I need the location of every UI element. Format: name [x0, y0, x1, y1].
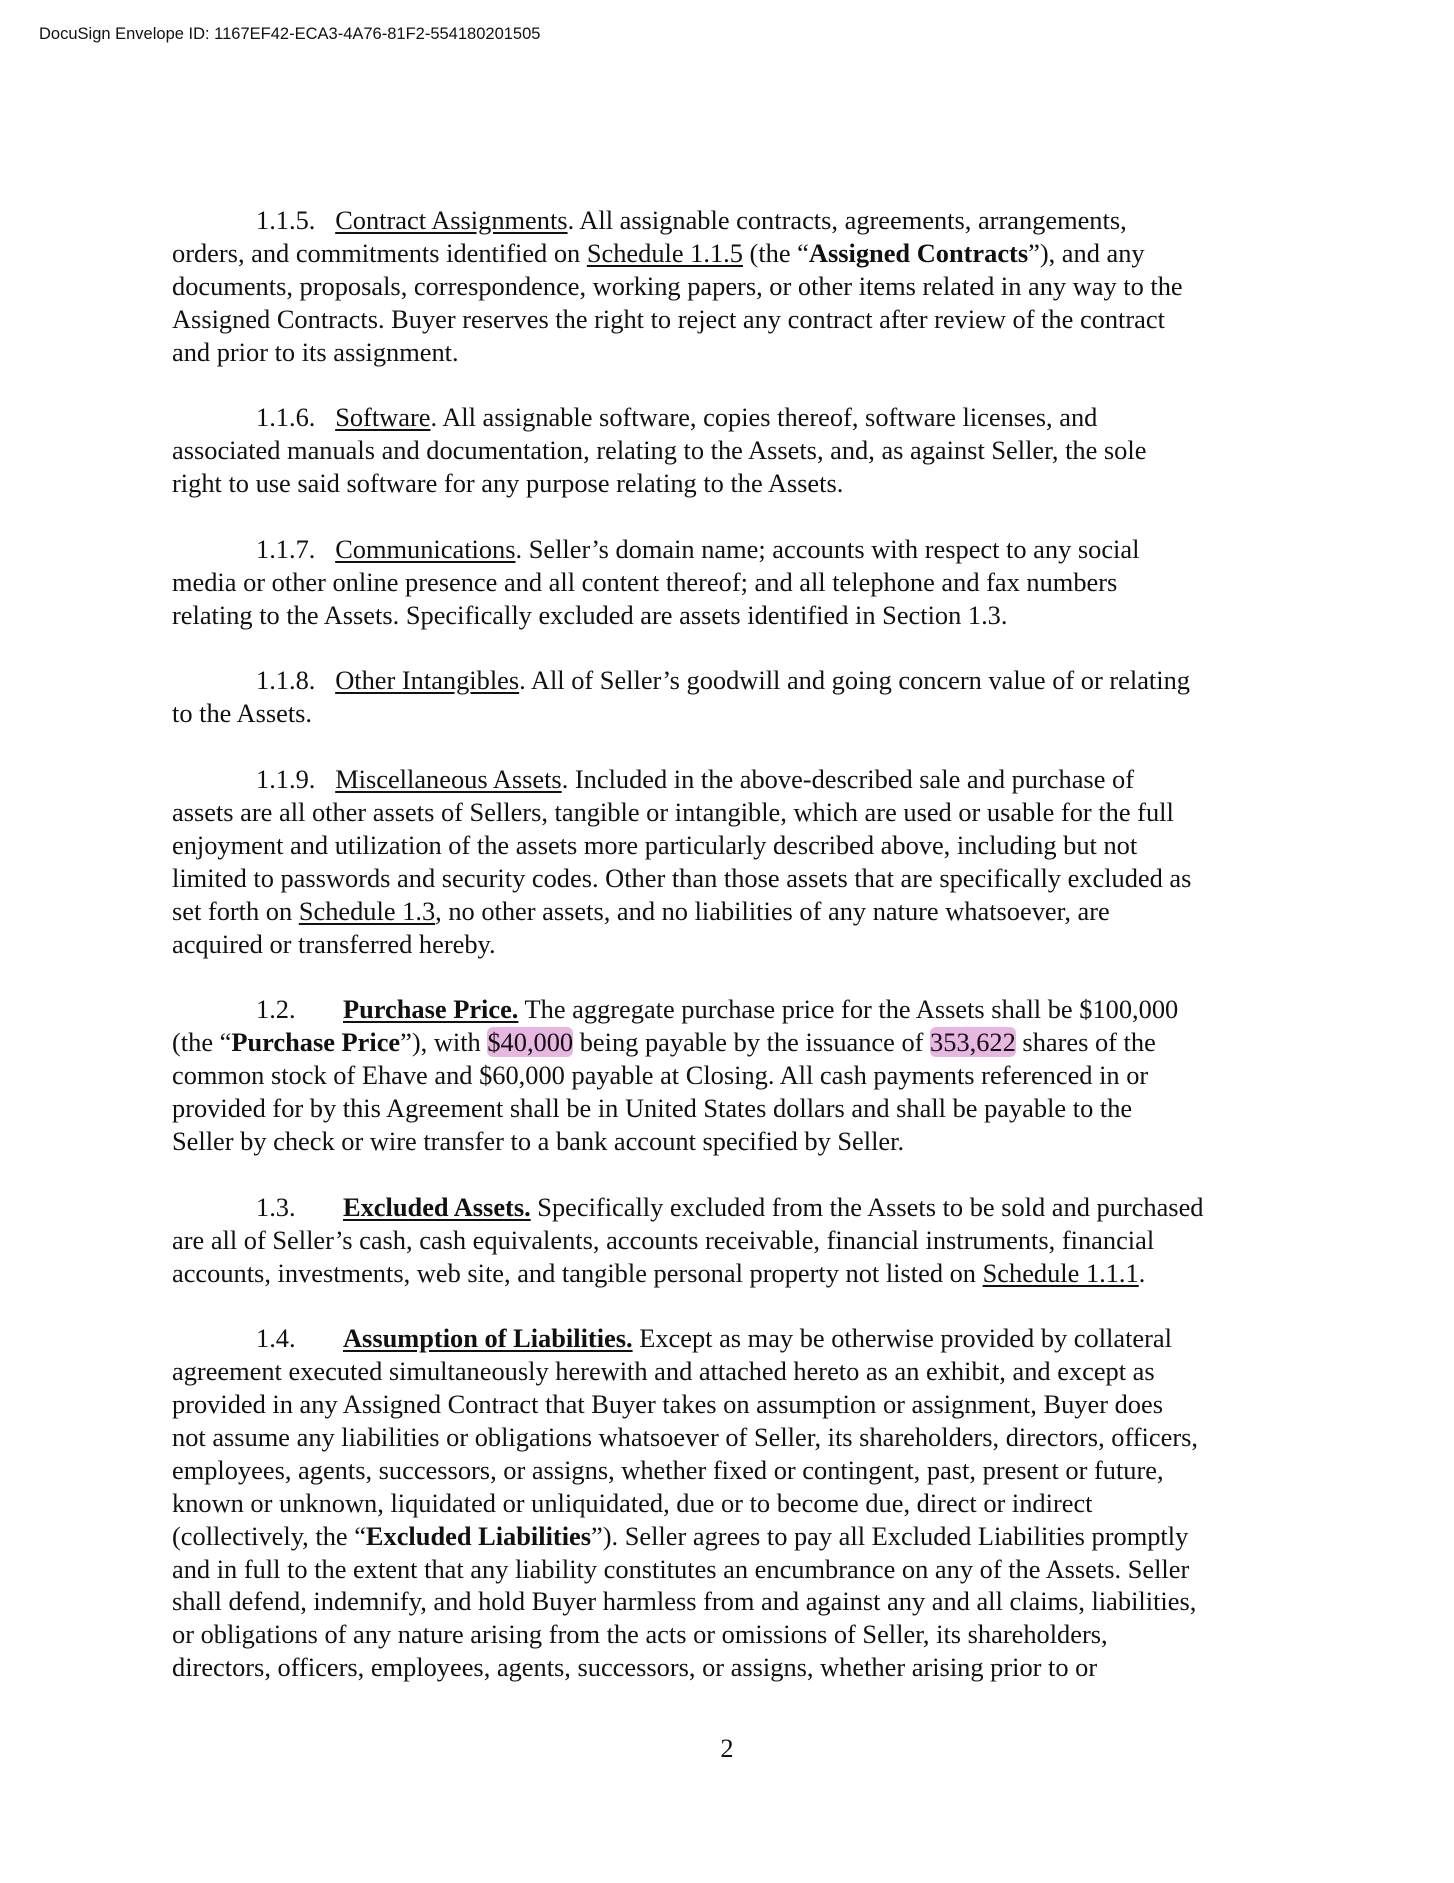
docusign-envelope-id: DocuSign Envelope ID: 1167EF42-ECA3-4A76-81F2-554180201505	[39, 25, 541, 43]
section-1-1-7: 1.1.7. Communications. Seller’s domain name; accounts with respect to any social media or other online presence and all content thereof; and all telephone and fax numbers relating to the Assets. Specifically excluded are assets identified in Section 1.3.	[172, 533, 1140, 630]
section-1-4: 1.4. Assumption of Liabilities. Except as may be otherwise provided by collateral agreement executed simultaneously herewith and attached hereto as an exhibit, and except as provided in any Assigned Contract that Buyer takes on assumption or assignment, Buyer does not assume any liabilities or obligations whatsoever of Seller, its shareholders, directors, officers, employees, agents, successors, or assigns, whether fixed or contingent, past, present or future, known or unknown, liquidated or unliquidated, due or to become due, direct or indirect (collectively, the “Excluded Liabilities”). Seller agrees to pay all Excluded Liabilities promptly and in full to the extent that any liability constitutes an encumbrance on any of the Assets. Seller shall defend, indemnify, and hold Buyer harmless from and against any and all claims, liabilities, or obligations of any nature arising from the acts or omissions of Seller, its shareholders, directors, officers, employees, agents, successors, or assigns, whether arising prior to or	[172, 1323, 1198, 1683]
schedule-link: Schedule 1.3	[298, 895, 436, 926]
highlighted-share-count: 353,622	[930, 1027, 1016, 1058]
section-title: Communications	[335, 533, 516, 564]
section-title: Other Intangibles	[335, 665, 520, 696]
highlighted-amount: $40,000	[487, 1027, 574, 1058]
section-title: Excluded Assets.	[343, 1191, 531, 1222]
section-title: Contract Assignments	[335, 205, 568, 235]
section-number: 1.1.8.	[256, 665, 316, 696]
section-title: Assumption of Liabilities.	[343, 1323, 633, 1354]
document-body	[172, 204, 1290, 1717]
schedule-link: Schedule 1.1.1	[982, 1257, 1139, 1288]
section-1-1-8: 1.1.8. Other Intangibles. All of Seller’s goodwill and going concern value of or relating to the Assets.	[172, 665, 1190, 729]
page-number: 2	[720, 1733, 734, 1763]
section-number: 1.1.9.	[256, 764, 316, 795]
defined-term: Excluded Liabilities	[365, 1520, 592, 1551]
section-1-1-6: 1.1.6. Software. All assignable software, copies thereof, software licenses, and associated manuals and documentation, relating to the Assets, and, as against Seller, the sole right to use said software for any purpose relating to the Assets.	[172, 402, 1147, 499]
section-number: 1.3.	[256, 1191, 296, 1222]
section-1-1-9: 1.1.9. Miscellaneous Assets. Included in the above-described sale and purchase of assets are all other assets of Sellers, tangible or intangible, which are used or usable for the full enjoyment and utilization of the assets more particularly described above, including but not limited to passwords and security codes. Other than those assets that are specifically excluded as set forth on Schedule 1.3, no other assets, and no liabilities of any nature whatsoever, are acquired or transferred hereby.	[172, 764, 1192, 959]
section-number: 1.1.6.	[256, 402, 316, 433]
section-title: Software	[335, 402, 431, 433]
section-number: 1.4.	[256, 1323, 296, 1354]
section-title: Miscellaneous Assets	[335, 764, 562, 795]
section-number: 1.2.	[256, 994, 296, 1025]
defined-term: Purchase Price	[231, 1027, 401, 1058]
section-title: Purchase Price.	[343, 994, 519, 1025]
section-1-3: 1.3. Excluded Assets. Specifically excluded from the Assets to be sold and purchased are all of Seller’s cash, cash equivalents, accounts receivable, financial instruments, financial accounts, investments, web site, and tangible personal property not listed on Schedule 1.1.1.	[172, 1191, 1204, 1288]
section-number: 1.1.7.	[256, 533, 316, 564]
schedule-link: Schedule 1.1.5	[586, 237, 743, 268]
section-1-1-5: 1.1.5. Contract Assignments. All assignable contracts, agreements, arrangements, orders, and commitments identified on Schedule 1.1.5 (the “Assigned Contracts”), and any documents, proposals, correspondence, working papers, or other items related in any way to the Assigned Contracts. Buyer reserves the right to reject any contract after review of the contract and prior to its assignment.	[172, 205, 1183, 367]
defined-term: Assigned Contracts	[808, 237, 1029, 268]
section-number: 1.1.5.	[256, 205, 316, 235]
section-1-2: 1.2. Purchase Price. The aggregate purchase price for the Assets shall be $100,000 (the “Purchase Price”), with $40,000 being payable by the issuance of 353,622 shares of the common stock of Ehave and $60,000 payable at Closing. All cash payments referenced in or provided for by this Agreement shall be in United States dollars and shall be payable to the Seller by check or wire transfer to a bank account specified by Seller.	[172, 994, 1179, 1156]
